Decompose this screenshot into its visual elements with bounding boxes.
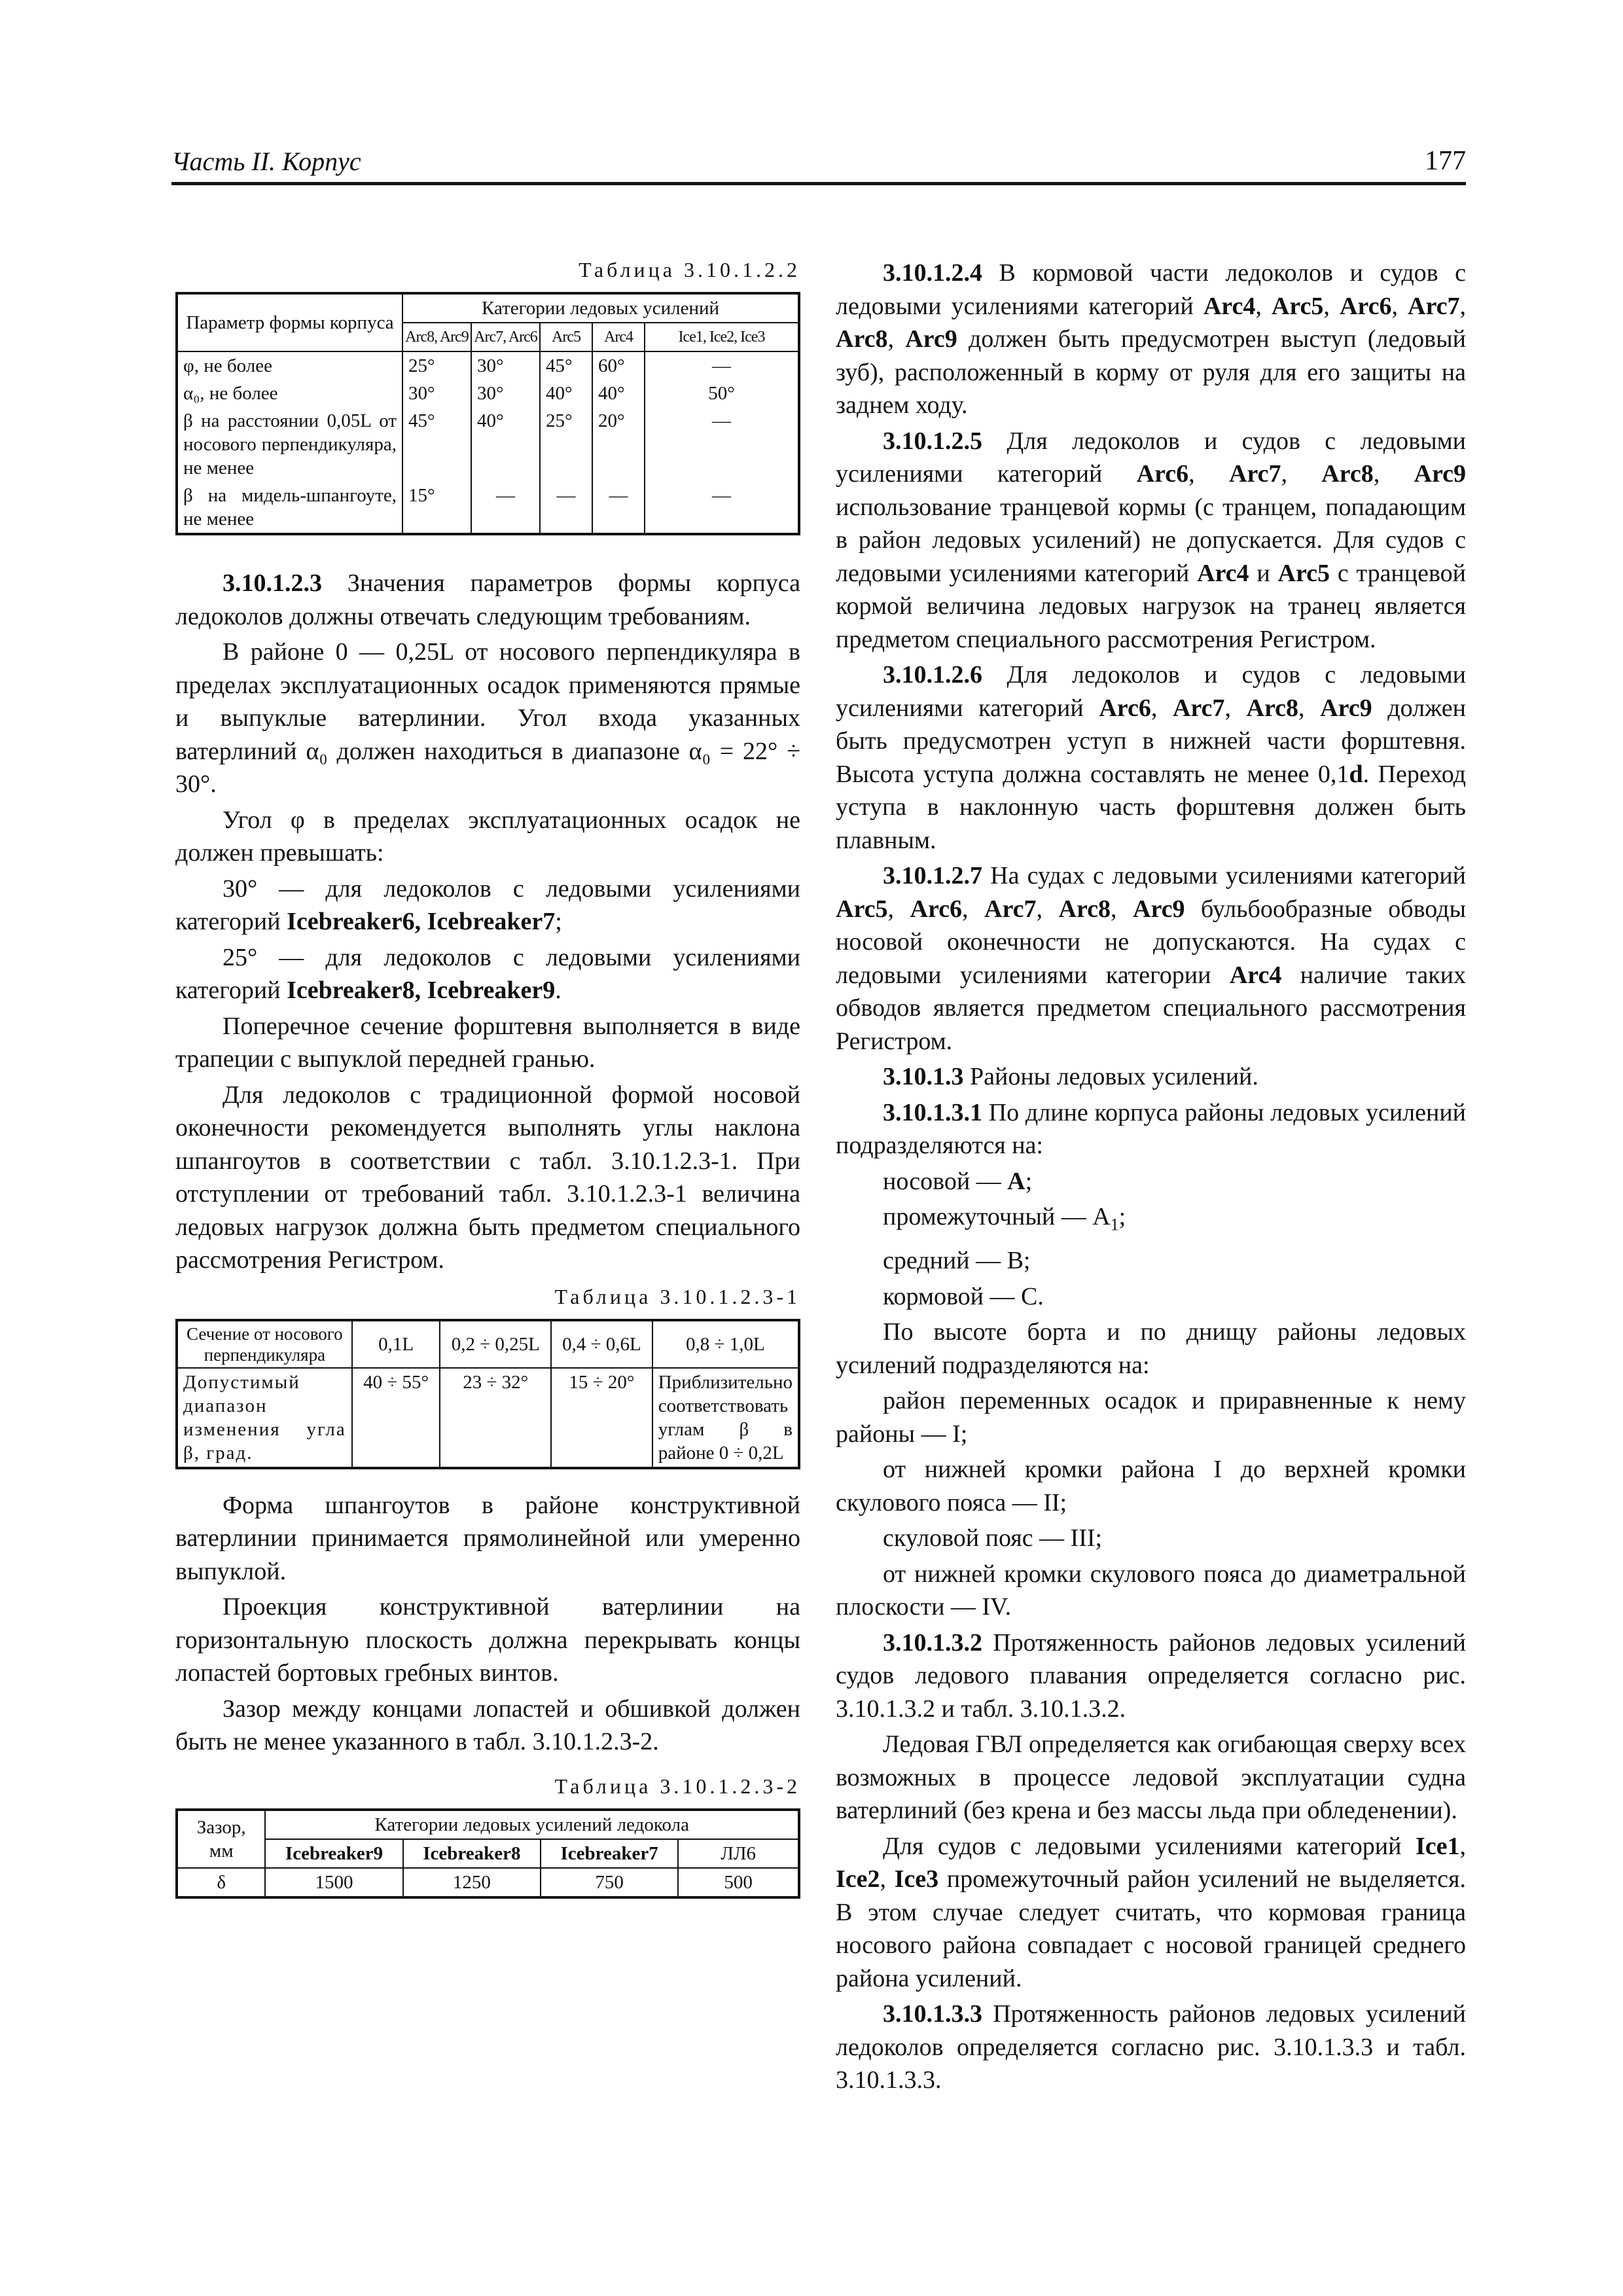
table-cell: 50° [645, 380, 799, 407]
table-cell: 40° [540, 380, 592, 407]
table-cell: — [645, 482, 799, 534]
paragraph: Форма шпангоутов в районе конструктивной ватерлинии принимается прямолинейной или умеренно выпуклой. [175, 1491, 800, 1585]
table-cell: 30° [402, 380, 471, 407]
paragraph: В районе 0 — 0,25L от носового перпендикуляра в пределах эксплуатационных осадок применяются прямые и выпуклые ватерлинии. Угол входа указанных ватерлиний α₀ должен находиться в диапазоне α₀ = 22° ÷ 30°. [175, 638, 800, 798]
table-cell: 45° [540, 351, 592, 380]
table-cell: β на расстоянии 0,05L от носового перпендикуляра, не менее [177, 407, 402, 482]
table-cell: 30° [471, 380, 540, 407]
table-cell: 1500 [265, 1868, 402, 1897]
paragraph: промежуточный — $A_1$; [883, 1203, 1126, 1234]
table-row [177, 1868, 799, 1897]
paragraph: Поперечное сечение форштевня выполняется в виде трапеции с выпуклой передней гранью. [175, 1012, 800, 1073]
paragraph: По высоте борта и по днищу районы ледовых усилений подразделяются на: [836, 1318, 1466, 1379]
table-cell: 40 ÷ 55° [352, 1368, 440, 1468]
table-header-cell: Сечение от носового перпендикуляра [177, 1320, 352, 1368]
paragraph: 3.10.1.2.6 Для ледоколов и судов с ледовыми усилениями категорий Arc6, Arc7, Arc8, Arc9 должен быть предусмотрен уступ в нижней части форштевня. Высота уступа должна составлять не менее 0,1d. Переход уступа в наклонную часть форштевня должен быть плавным. [836, 661, 1467, 854]
table-header-cell: Категории ледовых усилений [402, 293, 799, 323]
table-cell: 30° [471, 351, 540, 380]
paragraph: Зазор между концами лопастей и обшивкой должен быть не менее указанного в табл. 3.10.1.2.3-2. [175, 1695, 800, 1755]
paragraph: Для судов с ледовыми усилениями категорий Ice1, Ice2, Ice3 промежуточный район усилений не выделяется. В этом случае следует считать, что кормовая граница носового района совпадает с носовой границей среднего района усилений. [836, 1832, 1466, 1992]
paragraph: 3.10.1.2.7 На судах с ледовыми усилениями категорий Arc5, Arc6, Arc7, Arc8, Arc9 бульбообразные обводы носовой оконечности не допускаются. На судах с ледовыми усилениями категории Arc4 наличие таких обводов является предметом специального рассмотрения Регистром. [836, 862, 1467, 1055]
paragraph: носовой — A; [883, 1167, 1033, 1195]
running-header [171, 143, 1466, 185]
table-subheader-cell: Icebreaker9 [265, 1839, 402, 1868]
table-subheader-cell: Ice1, Ice2, Ice3 [645, 323, 799, 351]
paragraph: Проекция конструктивной ватерлинии на горизонтальную плоскость должна перекрывать концы лопастей бортовых гребных винтов. [175, 1593, 800, 1687]
table-header-cell: 0,2 ÷ 0,25L [440, 1320, 551, 1368]
table-cell: α₀, не более [177, 380, 402, 407]
table-row [177, 351, 799, 380]
table-row [177, 407, 799, 482]
table-caption: Таблица 3.10.1.2.2 [579, 258, 800, 281]
table-cell: 40° [592, 380, 645, 407]
table-row [177, 482, 799, 534]
table-cell: — [540, 482, 592, 534]
table-header-cell: Категории ледовых усилений ледокола [265, 1810, 799, 1839]
right-column [836, 257, 1466, 2100]
paragraph: Угол φ в пределах эксплуатационных осадок не должен превышать: [175, 806, 800, 867]
table-row [177, 380, 799, 407]
paragraph: район переменных осадок и приравненные к нему районы — I; [836, 1387, 1466, 1448]
paragraph: скуловой пояс — III; [883, 1524, 1103, 1552]
table-cell: 60° [592, 351, 645, 380]
table-cell: δ [177, 1868, 265, 1897]
paragraph: от нижней кромки района I до верхней кромки скулового пояса — II; [836, 1456, 1466, 1516]
table-cell: 25° [402, 351, 471, 380]
paragraph: Ледовая ГВЛ определяется как огибающая сверху всех возможных в процессе ледовой эксплуатации судна ватерлиний (без крена и без массы льда при обледенении). [836, 1731, 1466, 1825]
table-subheader-cell: Arc5 [540, 323, 592, 351]
paragraph: кормовой — C. [883, 1282, 1044, 1310]
paragraph: 3.10.1.3.2 Протяженность районов ледовых усилений судов ледового плавания определяется согласно рис. 3.10.1.3.2 и табл. 3.10.1.3.2. [836, 1628, 1466, 1723]
table-cell: 15° [402, 482, 471, 534]
paragraph: 30° — для ледоколов с ледовыми усилениями категорий Icebreaker6, Icebreaker7; [175, 874, 800, 935]
table-cell: 23 ÷ 32° [440, 1368, 551, 1468]
table-cell: — [592, 482, 645, 534]
paragraph: 3.10.1.2.5 Для ледоколов и судов с ледовыми усилениями категорий Arc6, Arc7, Arc8, Arc9 использование транцевой кормы (с транцем, попадающим в район ледовых усилений) не допускается. Для судов с ледовыми усилениями категорий Arc4 и Arc5 с транцевой кормой величина ледовых нагрузок на транец является предметом специального рассмотрения Регистром. [836, 427, 1467, 653]
table-blade-clearance [175, 1808, 800, 1899]
page-number: 177 [1425, 146, 1466, 176]
table-header-cell: 0,1L [352, 1320, 440, 1368]
clause-number: 3.10.1.3 [883, 1063, 964, 1090]
table-subheader-cell: Icebreaker7 [541, 1839, 678, 1868]
table-cell: φ, не более [177, 351, 402, 380]
table-cell: 750 [541, 1868, 678, 1897]
table-cell: β на мидель-шпангоуте, не менее [177, 482, 402, 534]
table-cell: 45° [402, 407, 471, 482]
table-cell: 20° [592, 407, 645, 482]
table-cell: — [645, 351, 799, 380]
table-subheader-cell: Arc8, Arc9 [402, 323, 471, 351]
paragraph: 3.10.1.3 Районы ледовых усилений. [883, 1063, 1258, 1090]
paragraph: 25° — для ледоколов с ледовыми усилениями категорий Icebreaker8, Icebreaker9. [175, 943, 800, 1004]
header-part-title: Часть II. Корпус [171, 147, 361, 176]
paragraph: 3.10.1.2.4 В кормовой части ледоколов и судов с ледовыми усилениями категорий Arc4, Arc5, Arc6, Arc7, Arc8, Arc9 должен быть предусмотрен выступ (ледовый зуб), расположенный в корму от руля для его защиты на заднем ходу. [836, 259, 1467, 419]
table-cell: Допустимый диапазон изменения угла β, град. [177, 1368, 352, 1468]
table-cell: — [471, 482, 540, 534]
paragraph: Для ледоколов с традиционной формой носовой оконечности рекомендуется выполнять углы наклона шпангоутов в соответствии с табл. 3.10.1.2.3-1. При отступлении от требований табл. 3.10.1.2.3-1 величина ледовых нагрузок должна быть предметом специального рассмотрения Регистром. [175, 1081, 800, 1274]
table-cell: 25° [540, 407, 592, 482]
left-column [175, 257, 800, 1899]
clause-number: 3.10.1.3.1 [883, 1098, 982, 1126]
clause-number: 3.10.1.2.4 [883, 259, 982, 287]
clause-number: 3.10.1.3.3 [883, 2000, 982, 2028]
table-hull-form-parameters [175, 292, 800, 535]
table-cell: 500 [678, 1868, 799, 1897]
clause-number: 3.10.1.2.7 [883, 862, 982, 889]
table-cell: Приблизительно соответствовать углам β в районе 0 ÷ 0,2L [652, 1368, 799, 1468]
table-subheader-cell: ЛЛ6 [678, 1839, 799, 1868]
clause-number: 3.10.1.2.5 [883, 427, 982, 455]
table-cell: 15 ÷ 20° [551, 1368, 652, 1468]
table-header-cell: Зазор, мм [177, 1810, 265, 1868]
table-subheader-cell: Arc4 [592, 323, 645, 351]
table-frame-angles [175, 1319, 800, 1469]
paragraph: средний — B; [883, 1247, 1031, 1275]
paragraph: от нижней кромки скулового пояса до диаметральной плоскости — IV. [836, 1560, 1466, 1621]
table-cell: — [645, 407, 799, 482]
paragraph: 3.10.1.3.3 Протяженность районов ледовых усилений ледоколов определяется согласно рис. 3.10.1.3.3 и табл. 3.10.1.3.3. [836, 2000, 1466, 2094]
table-row [177, 1368, 799, 1468]
table-cell: 1250 [403, 1868, 541, 1897]
clause-number: 3.10.1.2.3 [223, 569, 322, 597]
table-cell: 40° [471, 407, 540, 482]
table-subheader-cell: Arc7, Arc6 [471, 323, 540, 351]
table-header-cell: 0,4 ÷ 0,6L [551, 1320, 652, 1368]
table-header-cell: Параметр формы корпуса [177, 293, 402, 351]
clause-number: 3.10.1.2.6 [883, 661, 982, 689]
table-subheader-cell: Icebreaker8 [403, 1839, 541, 1868]
paragraph: 3.10.1.2.3 Значения параметров формы корпуса ледоколов должны отвечать следующим требованиям. [175, 569, 800, 630]
table-caption: Таблица 3.10.1.2.3-1 [554, 1284, 800, 1308]
table-caption: Таблица 3.10.1.2.3-2 [554, 1774, 800, 1798]
table-header-cell: 0,8 ÷ 1,0L [652, 1320, 799, 1368]
clause-number: 3.10.1.3.2 [883, 1628, 982, 1657]
paragraph: 3.10.1.3.1 По длине корпуса районы ледовых усилений подразделяются на: [836, 1098, 1466, 1159]
